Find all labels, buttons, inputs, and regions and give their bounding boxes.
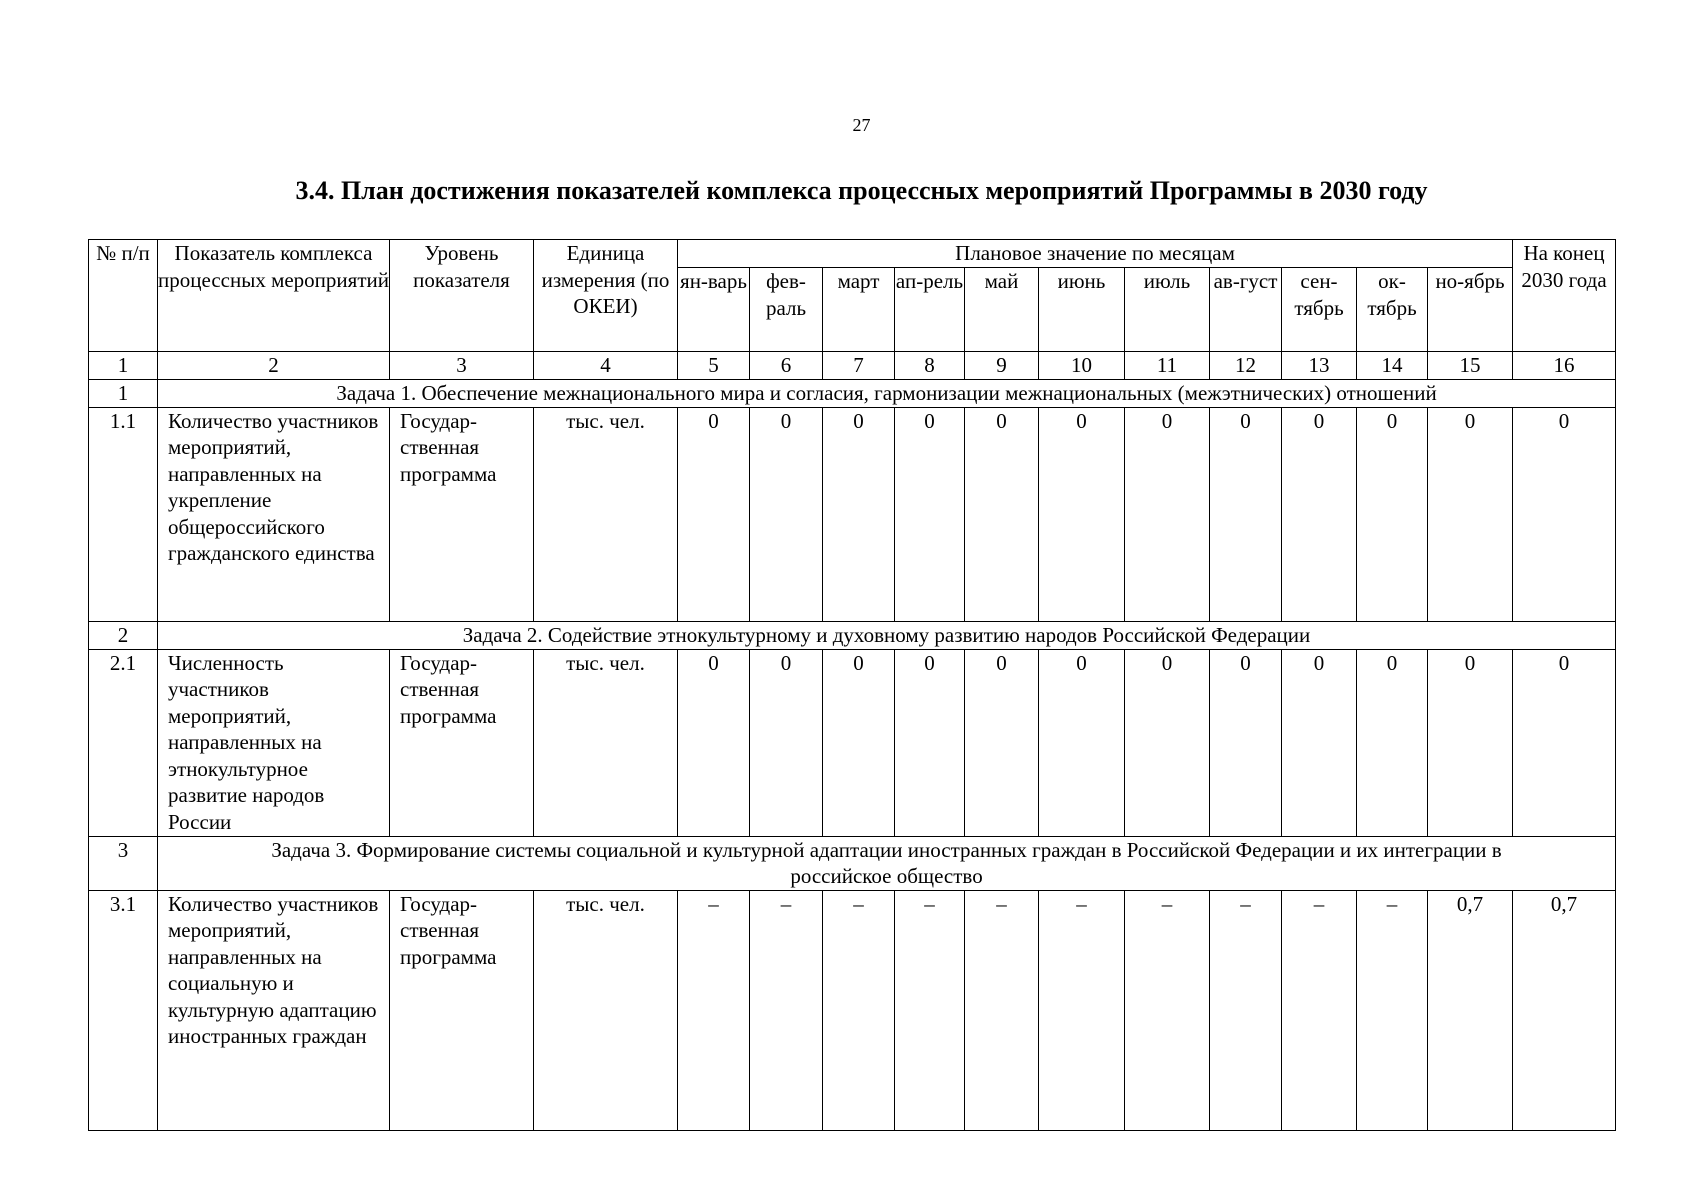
row-value: 0 xyxy=(965,649,1039,836)
column-number: 12 xyxy=(1210,352,1282,380)
row-value: – xyxy=(895,890,965,1130)
row-value: – xyxy=(823,890,895,1130)
row-value: 0 xyxy=(1357,407,1428,621)
row-value: 0 xyxy=(895,407,965,621)
column-number: 16 xyxy=(1513,352,1616,380)
column-number: 5 xyxy=(678,352,750,380)
row-value: 0 xyxy=(1039,649,1125,836)
row-value: 0 xyxy=(823,407,895,621)
column-number: 15 xyxy=(1428,352,1513,380)
column-number: 8 xyxy=(895,352,965,380)
header-month: сен-тябрь xyxy=(1282,268,1357,352)
header-indicator: Показатель комплекса процессных мероприятий xyxy=(158,240,390,352)
column-number: 1 xyxy=(89,352,158,380)
row-value: 0 xyxy=(895,649,965,836)
row-value: 0 xyxy=(1428,649,1513,836)
column-number: 7 xyxy=(823,352,895,380)
table-row xyxy=(89,649,1616,836)
task-num: 1 xyxy=(89,379,158,407)
header-month: март xyxy=(823,268,895,352)
task-title: Задача 3. Формирование системы социальной и культурной адаптации иностранных граждан в Российской Федерации и их интеграции в российское общество xyxy=(158,836,1616,890)
row-value: 0,7 xyxy=(1428,890,1513,1130)
column-number: 6 xyxy=(750,352,823,380)
row-end: 0,7 xyxy=(1513,890,1616,1130)
row-value: – xyxy=(678,890,750,1130)
header-month: фев-раль xyxy=(750,268,823,352)
header-month: ян-варь xyxy=(678,268,750,352)
page-number: 27 xyxy=(852,115,871,135)
row-value: 0 xyxy=(678,407,750,621)
column-number: 2 xyxy=(158,352,390,380)
row-value: 0 xyxy=(1282,407,1357,621)
table-row xyxy=(89,407,1616,621)
row-indicator: Количество участников мероприятий, направленных на укрепление общероссийского гражданского единства xyxy=(158,407,390,621)
column-number: 4 xyxy=(534,352,678,380)
row-indicator: Численность участников мероприятий, направленных на этнокультурное развитие народов России xyxy=(158,649,390,836)
row-end: 0 xyxy=(1513,649,1616,836)
row-level: Государ-ственная программа xyxy=(390,890,534,1130)
row-unit: тыс. чел. xyxy=(534,649,678,836)
row-num: 2.1 xyxy=(89,649,158,836)
row-value: 0 xyxy=(1428,407,1513,621)
column-number: 3 xyxy=(390,352,534,380)
task-row xyxy=(89,621,1616,649)
task-title: Задача 2. Содействие этнокультурному и духовному развитию народов Российской Федерации xyxy=(158,621,1616,649)
row-value: 0 xyxy=(1210,649,1282,836)
row-value: – xyxy=(1282,890,1357,1130)
header-level: Уровень показателя xyxy=(390,240,534,352)
header-plan: Плановое значение по месяцам xyxy=(678,240,1513,268)
indicators-table xyxy=(88,239,1616,1131)
header-month: но-ябрь xyxy=(1428,268,1513,352)
row-value: 0 xyxy=(678,649,750,836)
task-row xyxy=(89,836,1616,890)
row-value: 0 xyxy=(1039,407,1125,621)
document-title: 3.4. План достижения показателей комплекса процессных мероприятий Программы в 2030 году xyxy=(295,176,1428,205)
row-num: 1.1 xyxy=(89,407,158,621)
row-num: 3.1 xyxy=(89,890,158,1130)
row-indicator: Количество участников мероприятий, направленных на социальную и культурную адаптацию иностранных граждан xyxy=(158,890,390,1130)
header-month: июль xyxy=(1125,268,1210,352)
header-month: ок-тябрь xyxy=(1357,268,1428,352)
header-month: май xyxy=(965,268,1039,352)
row-value: – xyxy=(750,890,823,1130)
row-value: 0 xyxy=(750,649,823,836)
row-value: 0 xyxy=(965,407,1039,621)
row-value: – xyxy=(1125,890,1210,1130)
row-value: 0 xyxy=(1282,649,1357,836)
header-month: ап-рель xyxy=(895,268,965,352)
row-value: 0 xyxy=(1357,649,1428,836)
row-end: 0 xyxy=(1513,407,1616,621)
header-month: ав-густ xyxy=(1210,268,1282,352)
table-row xyxy=(89,890,1616,1130)
column-number: 9 xyxy=(965,352,1039,380)
header-num: № п/п xyxy=(89,240,158,352)
task-title: Задача 1. Обеспечение межнационального мира и согласия, гармонизации межнациональных (межэтнических) отношений xyxy=(158,379,1616,407)
row-value: – xyxy=(1039,890,1125,1130)
task-num: 2 xyxy=(89,621,158,649)
row-value: – xyxy=(1357,890,1428,1130)
row-unit: тыс. чел. xyxy=(534,407,678,621)
column-number: 11 xyxy=(1125,352,1210,380)
row-value: 0 xyxy=(823,649,895,836)
row-value: 0 xyxy=(1125,407,1210,621)
column-number: 13 xyxy=(1282,352,1357,380)
row-value: 0 xyxy=(1210,407,1282,621)
row-value: 0 xyxy=(750,407,823,621)
header-end: На конец 2030 года xyxy=(1513,240,1616,352)
column-number: 10 xyxy=(1039,352,1125,380)
row-unit: тыс. чел. xyxy=(534,890,678,1130)
row-value: – xyxy=(1210,890,1282,1130)
row-value: 0 xyxy=(1125,649,1210,836)
column-numbers-row xyxy=(89,352,1616,380)
header-unit: Единица измерения (по ОКЕИ) xyxy=(534,240,678,352)
row-level: Государ-ственная программа xyxy=(390,649,534,836)
task-num: 3 xyxy=(89,836,158,890)
column-number: 14 xyxy=(1357,352,1428,380)
header-month: июнь xyxy=(1039,268,1125,352)
task-row xyxy=(89,379,1616,407)
row-level: Государ-ственная программа xyxy=(390,407,534,621)
row-value: – xyxy=(965,890,1039,1130)
